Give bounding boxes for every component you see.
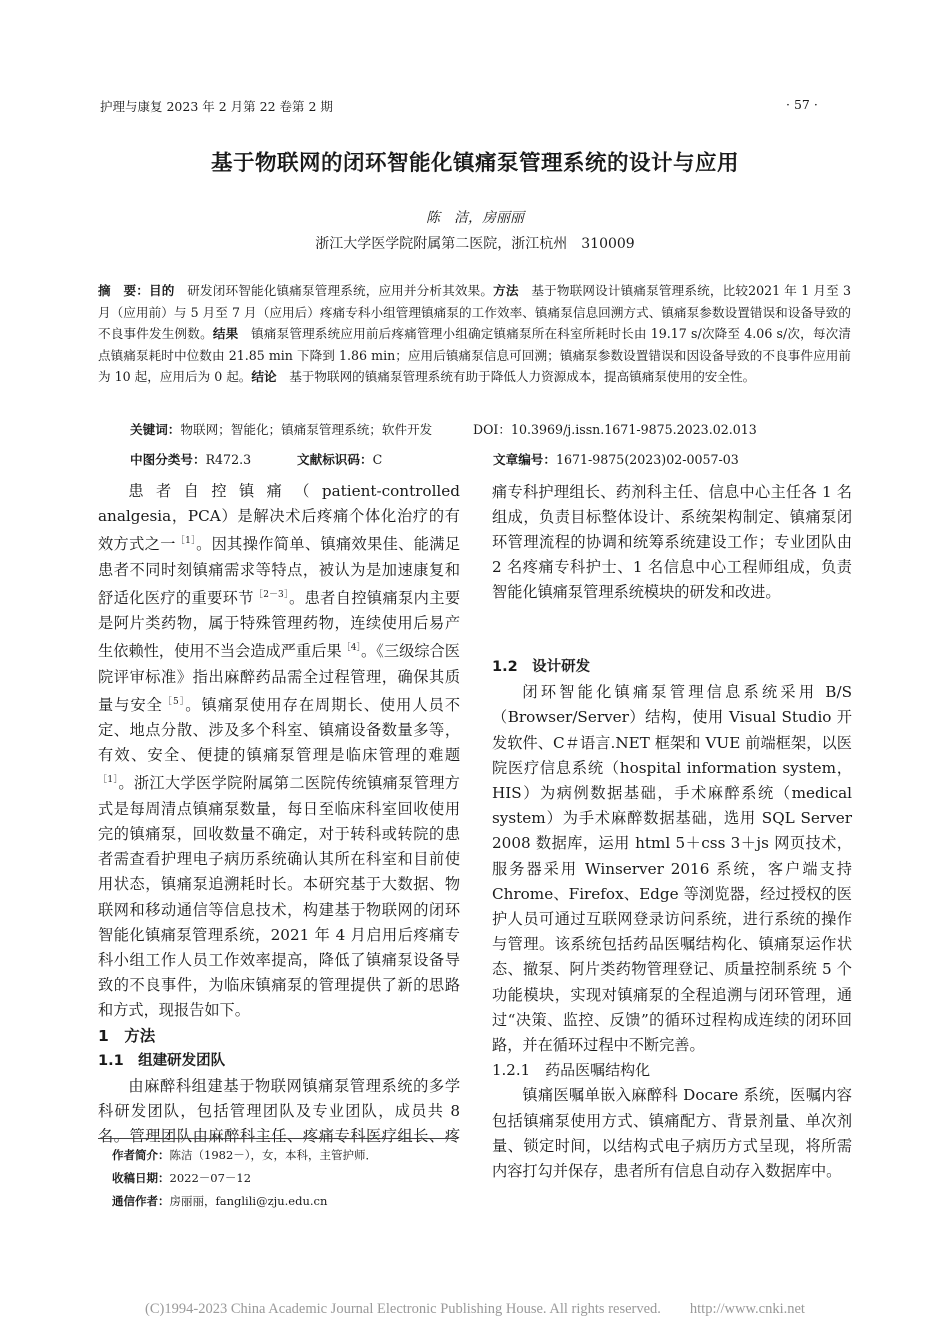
page-number: · 57 · bbox=[786, 97, 818, 112]
conclusion-text: 基于物联网的镇痛泵管理系统有助于降低人力资源成本，提高镇痛泵使用的安全性。 bbox=[276, 369, 756, 384]
clc-number bbox=[130, 449, 251, 468]
paragraph-1-1-start: 由麻醉科组建基于物联网镇痛泵管理系统的多学科研发团队，包括管理团队及专业团队，成员共 8 名。管理团队由麻醉科主任、疼痛专科医疗组长、疼 bbox=[98, 1076, 460, 1146]
results-text: 镇痛泵管理系统应用前后疼痛管理小组确定镇痛泵所在科室所耗时长由 19.17 s/次降至 4.06 s/次，每次清点镇痛泵耗时中位数由 21.85 min 下降到 1.86 min；应用后镇痛泵信息可回溯；镇痛泵参数设置错误和因设备导致的不良事件应用前为 10 起，应用后为 0 起。 bbox=[98, 326, 851, 384]
citation[interactable]: ［2－3］ bbox=[253, 589, 289, 600]
right-column bbox=[492, 479, 852, 1184]
methods-label: 方法 bbox=[493, 283, 519, 298]
affiliation: 浙江大学医学院附属第二医院，浙江杭州 310009 bbox=[315, 236, 635, 252]
clc-label: 中图分类号： bbox=[130, 452, 206, 467]
section-heading-1-2: 1.2 设计研发 bbox=[492, 659, 591, 675]
article-number-value: 1671-9875(2023)02-0057-03 bbox=[555, 452, 739, 467]
footnote-author: 作者简介：陈洁（1982－），女，本科，主管护师． bbox=[112, 1148, 378, 1162]
doc-code-value: C bbox=[372, 452, 383, 467]
article-number-label: 文章编号： bbox=[493, 452, 556, 467]
doc-code-label: 文献标识码： bbox=[297, 452, 373, 467]
authors: 陈 洁，房丽丽 bbox=[426, 210, 524, 226]
methods-text: 基于物联网设计镇痛泵管理系统，比较2021 年 1 月至 3 月（应用前）与 5 月至 7 月（应用后）疼痛专科小组管理镇痛泵的工作效率、镇痛泵信息回溯方式、镇痛泵参数设置错误和设备导致的不良事件发生例数。 bbox=[98, 283, 852, 341]
article-title: 基于物联网的闭环智能化镇痛泵管理系统的设计与应用 bbox=[210, 151, 739, 176]
doi[interactable]: DOI：10.3969/j.issn.1671-9875.2023.02.013 bbox=[473, 422, 757, 437]
copyright-footer: (C)1994-2023 China Academic Journal Electronic Publishing House. All rights reserved. http://www.cnki.net bbox=[145, 1301, 805, 1317]
intro-paragraph: 患者自控镇痛（patient-controlled analgesia，PCA）是解决术后疼痛个体化治疗的有效方式之一$^{[1]}$。因其操作简单、镇痛效果佳、能满足患者不同时刻镇痛需求等特点，被认为是加速康复和舒适化医疗的重要环节$^{[2-3]}$。患者自控镇痛泵内主要是阿片类药物，属于特殊管理药物，连续使用后易产生依赖性，使用不当会造成严重后果$^{[4]}$。《三级综合医院评审标准》指出麻醉药品需全过程管理，确保其质量与安全$^{[5]}$。镇痛泵使用存在周期长、使用人员不定、地点分散、涉及多个科室、镇痛设备数量多等，有效、安全、便捷的镇痛泵管理是临床管理的难题$^{[1]}$。浙江大学医学院附属第二医院传统镇痛泵管理方式是每周清点镇痛泵数量，每日至临床科室回收使用完的镇痛泵，回收数量不确定，对于转科或转院的患者需查看护理电子病历系统确认其所在科室和目前使用状态，镇痛泵追溯耗时长。本研究基于大数据、物联网和移动通信等信息技术，构建基于物联网的闭环智能化镇痛泵管理系统，2021 年 4 月启用后疼痛专科小组工作人员工作效率提高，降低了镇痛泵设备导致的不良事件，为临床镇痛泵的管理提供了新的思路和方式，现报告如下。 bbox=[98, 482, 461, 1020]
footnote-received: 收稿日期：2022－07－12 bbox=[112, 1171, 252, 1185]
citation[interactable]: ［4］ bbox=[341, 643, 362, 654]
citation[interactable]: ［1］ bbox=[98, 775, 119, 786]
article-number bbox=[493, 449, 739, 468]
objective-text: 研发闭环智能化镇痛泵管理系统，应用并分析其效果。 bbox=[174, 283, 494, 298]
document-code bbox=[297, 449, 382, 468]
paragraph-1-2: 闭环智能化镇痛泵管理信息系统采用 B/S（Browser/Server）结构，使用 Visual Studio 开发软件、C＃语言.NET 框架和 VUE 前端框架，以医院医疗信息系统（hospital information system，HIS）为病例数据基础，手术麻醉系统（medical system）为手术麻醉数据基础，选用 SQL Server 2008 数据库，运用 html 5＋css 3＋js 网页技术，服务器采用 Winserver 2016 系统，客户端支持 Chrome、Firefox、Edge 等浏览器，经过授权的医护人员可通过互联网登录访问系统，进行系统的操作与管理。该系统包括药品医嘱结构化、镇痛泵运作状态、撤泵、阿片类药物管理登记、质量控制系统 5 个功能模块，实现对镇痛泵的全程追溯与闭环管理，通过“决策、监控、反馈”的循环过程构成连续的闭环回路，并在循环过程中不断完善。 bbox=[492, 683, 852, 1055]
objective-label: 目的 bbox=[149, 283, 175, 298]
section-heading-methods: 1 方法 bbox=[98, 1026, 156, 1045]
clc-value: R472.3 bbox=[205, 452, 252, 467]
abstract-label: 摘 要： bbox=[98, 283, 149, 298]
section-heading-1-1: 1.1 组建研发团队 bbox=[98, 1052, 226, 1069]
corresponding-email[interactable]: 房丽丽，fanglili@zju.edu.cn bbox=[169, 1194, 328, 1208]
conclusion-label: 结论 bbox=[251, 369, 277, 384]
section-heading-1-2-1: 1.2.1 药品医嘱结构化 bbox=[492, 1061, 651, 1080]
abstract bbox=[98, 280, 851, 388]
journal-header: 护理与康复 2023 年 2 月第 22 卷第 2 期 bbox=[100, 99, 333, 114]
footnote-divider bbox=[98, 1138, 458, 1139]
keywords bbox=[130, 419, 432, 438]
paragraph-1-1-cont: 痛专科护理组长、药剂科主任、信息中心主任各 1 名组成，负责目标整体设计、系统架构制定、镇痛泵闭环管理流程的协调和统筹系统建设工作；专业团队由 2 名疼痛专科护士、1 名信息中心工程师组成，负责智能化镇痛泵管理系统模块的研发和改进。 bbox=[492, 482, 852, 602]
citation[interactable]: ［5］ bbox=[162, 696, 186, 707]
keywords-text: 物联网；智能化；镇痛泵管理系统；软件开发 bbox=[180, 422, 433, 437]
paragraph-1-2-1: 镇痛医嘱单嵌入麻醉科 Docare 系统，医嘱内容包括镇痛泵使用方式、镇痛配方、背景剂量、单次剂量、锁定时间，以结构式电子病历方式呈现，将所需内容打勾并保存，患者所有信息自动存入数据库中。 bbox=[492, 1086, 852, 1181]
left-column bbox=[98, 479, 460, 1149]
results-label: 结果 bbox=[212, 326, 239, 341]
keywords-label: 关键词： bbox=[130, 422, 181, 437]
footnote-corresponding: 通信作者：房丽丽，fanglili@zju.edu.cn bbox=[112, 1194, 328, 1208]
citation[interactable]: ［1］ bbox=[175, 536, 197, 547]
